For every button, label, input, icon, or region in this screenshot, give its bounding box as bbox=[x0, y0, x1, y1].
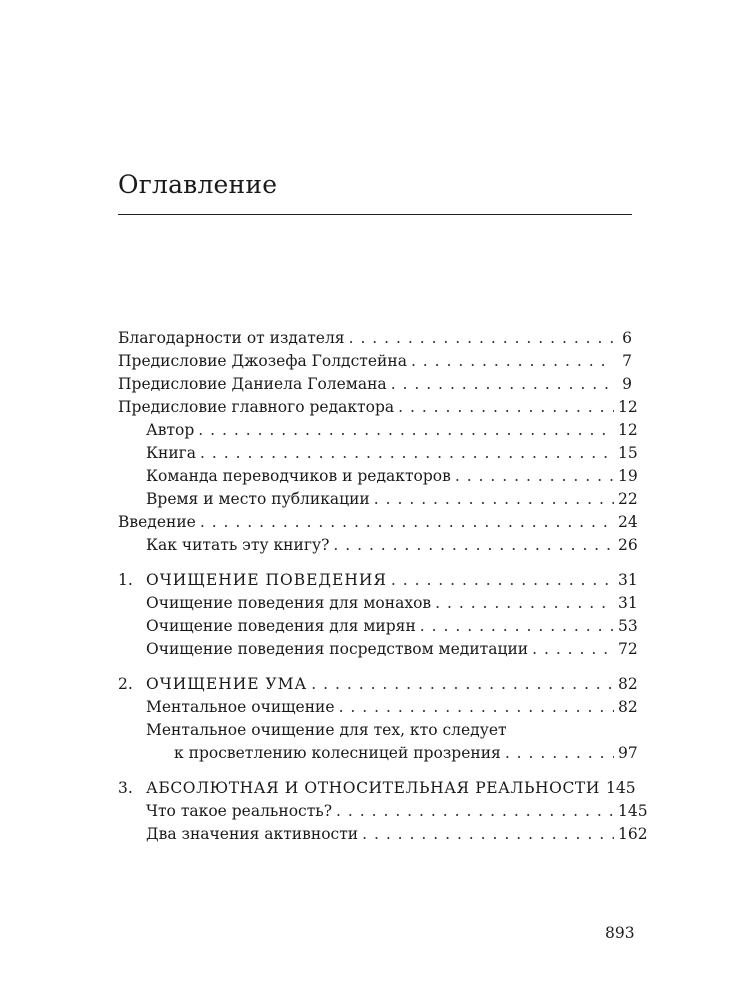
chapter-number: 1. bbox=[118, 571, 133, 589]
toc-entry-page: 12 bbox=[618, 421, 638, 439]
toc-entry-page: 22 bbox=[618, 490, 638, 508]
toc-entry-label: Предисловие главного редактора bbox=[118, 398, 395, 416]
toc-entry[interactable] bbox=[118, 396, 638, 419]
dot-leader bbox=[198, 419, 614, 442]
dot-leader bbox=[532, 638, 614, 661]
toc-entry-label-line2: к просветлению колесницей прозрения bbox=[174, 744, 501, 762]
toc-entry-line2 bbox=[118, 742, 638, 765]
toc-subentry[interactable] bbox=[118, 488, 638, 511]
toc-entry-page: 6 bbox=[622, 329, 632, 347]
toc-subentry[interactable] bbox=[118, 823, 648, 846]
chapter-number: 2. bbox=[118, 675, 133, 693]
toc-entry-page: 26 bbox=[618, 536, 638, 554]
dot-leader bbox=[200, 511, 614, 534]
toc-entry-label: Очищение поведения для монахов bbox=[146, 594, 432, 612]
toc-entry-page: 145 bbox=[618, 802, 648, 820]
dot-leader bbox=[391, 569, 614, 592]
toc-entry-label: Что такое реальность? bbox=[146, 802, 333, 820]
dot-leader bbox=[311, 673, 614, 696]
toc-entry-page: 9 bbox=[622, 375, 632, 393]
dot-leader bbox=[455, 465, 614, 488]
toc-entry[interactable] bbox=[118, 350, 632, 373]
chapter-number: 3. bbox=[118, 779, 133, 797]
toc-chapter-2[interactable] bbox=[118, 673, 638, 696]
toc-subentry[interactable] bbox=[118, 615, 638, 638]
toc-entry-label: Очищение поведения посредством медитации bbox=[146, 640, 529, 658]
chapter-title: ОЧИЩЕНИЕ ПОВЕДЕНИЯ bbox=[146, 571, 387, 589]
toc-subentry[interactable] bbox=[118, 592, 638, 615]
dot-leader bbox=[200, 442, 614, 465]
toc-entry-page: 7 bbox=[622, 352, 632, 370]
toc-entry-page: 82 bbox=[618, 675, 638, 693]
chapter-title: ОЧИЩЕНИЕ УМА bbox=[146, 675, 308, 693]
toc-entry-label: Благодарности от издателя bbox=[118, 329, 345, 347]
dot-leader bbox=[411, 350, 614, 373]
dot-leader bbox=[339, 696, 614, 719]
dot-leader bbox=[435, 592, 614, 615]
toc-entry-label: Предисловие Джозефа Голдстейна bbox=[118, 352, 407, 370]
toc-entry-page: 24 bbox=[618, 513, 638, 531]
toc-entry-label: Введение bbox=[118, 513, 196, 531]
toc-subentry[interactable] bbox=[118, 534, 638, 557]
toc-subentry[interactable] bbox=[118, 419, 638, 442]
toc-subentry[interactable] bbox=[118, 442, 638, 465]
chapter-title: АБСОЛЮТНАЯ И ОТНОСИТЕЛЬНАЯ РЕАЛЬНОСТИ bbox=[146, 779, 600, 797]
toc-entry-page: 31 bbox=[618, 571, 638, 589]
dot-leader bbox=[505, 742, 614, 765]
toc-entry-page: 162 bbox=[618, 825, 648, 843]
toc-entry-label: Предисловие Даниела Големана bbox=[118, 375, 387, 393]
toc-entry-page: 82 bbox=[618, 698, 638, 716]
toc-subentry[interactable] bbox=[118, 465, 638, 488]
dot-leader bbox=[374, 488, 614, 511]
dot-leader bbox=[398, 396, 614, 419]
title-divider bbox=[118, 214, 632, 215]
toc-entry-label: Команда переводчиков и редакторов bbox=[146, 467, 451, 485]
toc-subentry[interactable] bbox=[118, 800, 648, 823]
toc-entry-label: Время и место публикации bbox=[146, 490, 370, 508]
toc-entry-page: 12 bbox=[618, 398, 638, 416]
dot-leader bbox=[336, 800, 614, 823]
toc-entry-label: Ментальное очищение bbox=[146, 698, 335, 716]
toc-entry[interactable] bbox=[118, 373, 632, 396]
dot-leader bbox=[333, 534, 614, 557]
toc-subentry-multiline[interactable] bbox=[118, 719, 638, 765]
toc-entry-page: 15 bbox=[618, 444, 638, 462]
toc-entry-page: 97 bbox=[618, 744, 638, 762]
toc-entry-label: Автор bbox=[146, 421, 195, 439]
toc-subentry[interactable] bbox=[118, 638, 638, 661]
table-of-contents bbox=[118, 327, 648, 846]
toc-entry-page: 31 bbox=[618, 594, 638, 612]
toc-entry[interactable] bbox=[118, 511, 638, 534]
toc-subentry[interactable] bbox=[118, 696, 638, 719]
toc-entry-label: Как читать эту книгу? bbox=[146, 536, 330, 554]
toc-entry[interactable] bbox=[118, 327, 632, 350]
toc-entry-page: 72 bbox=[618, 640, 638, 658]
dot-leader bbox=[362, 823, 614, 846]
dot-leader bbox=[420, 615, 614, 638]
page-number: 893 bbox=[605, 924, 635, 942]
toc-chapter-3[interactable] bbox=[118, 777, 636, 800]
toc-entry-label: Книга bbox=[146, 444, 197, 462]
dot-leader bbox=[391, 373, 614, 396]
dot-leader bbox=[349, 327, 614, 350]
page-title: Оглавление bbox=[118, 170, 278, 199]
toc-entry-label-line1: Ментальное очищение для тех, кто следует bbox=[146, 721, 507, 739]
toc-entry-page: 53 bbox=[618, 617, 638, 635]
toc-entry-label: Очищение поведения для мирян bbox=[146, 617, 416, 635]
toc-entry-page: 145 bbox=[606, 779, 636, 797]
toc-entry-label: Два значения активности bbox=[146, 825, 359, 843]
toc-chapter-1[interactable] bbox=[118, 569, 638, 592]
toc-entry-page: 19 bbox=[618, 467, 638, 485]
